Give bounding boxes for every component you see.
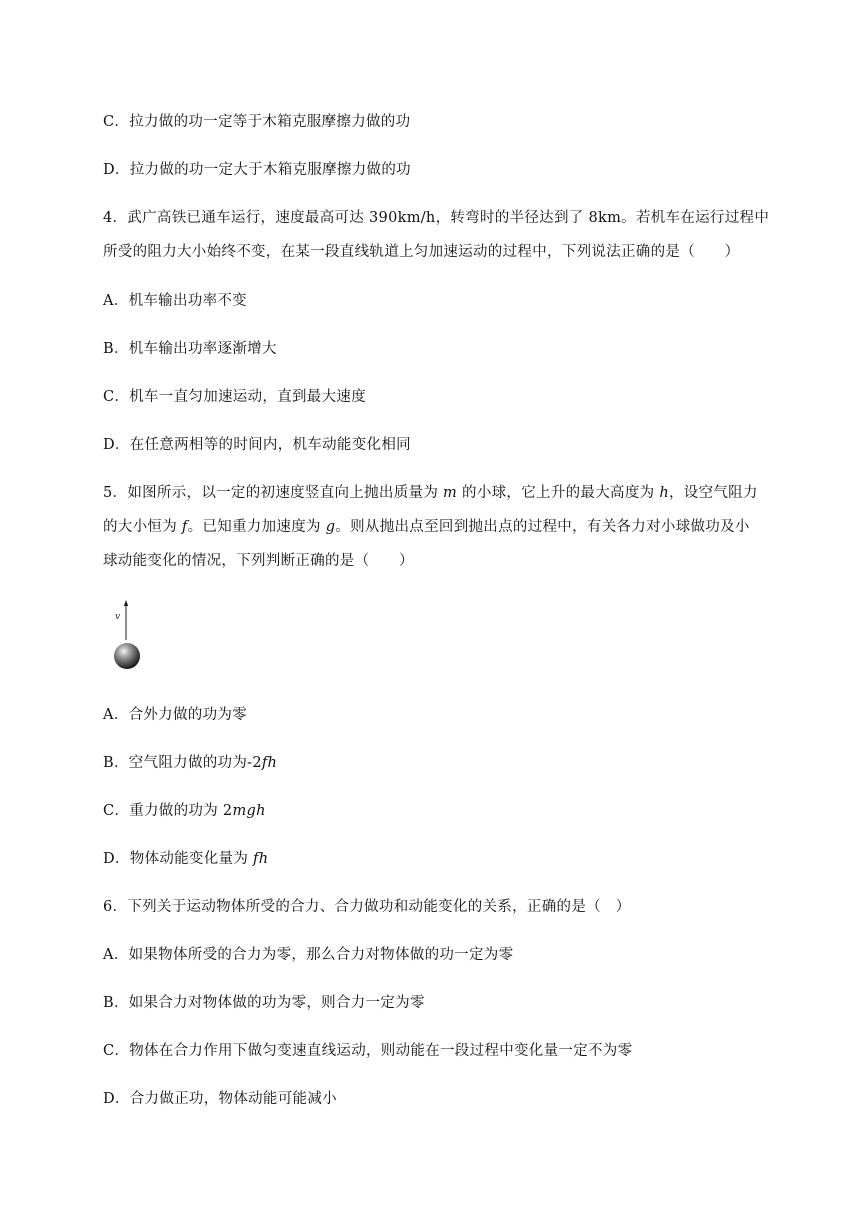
q4-option-a: A．机车输出功率不变: [103, 293, 247, 309]
arrow-head: [124, 600, 128, 606]
var-h: h: [659, 485, 669, 501]
q5-stem-line3: 球动能变化的情况，下列判断正确的是（ ）: [103, 553, 414, 569]
q5-stem-line1: 5．如图所示，以一定的初速度竖直向上抛出质量为 m 的小球，它上升的最大高度为 h，设空气阻力: [103, 485, 758, 501]
q4-stem-line1: 4．武广高铁已通车运行，速度最高可达 390km/h，转弯时的半径达到了 8km。若机车在运行过程中: [103, 210, 770, 226]
q6-option-a: A．如果物体所受的合力为零，那么合力对物体做的功一定为零: [103, 947, 514, 963]
q5-option-b: B．空气阻力做的功为-2fh: [103, 755, 278, 771]
q4-option-b: B．机车输出功率逐渐增大: [103, 341, 277, 357]
q4-stem-line2: 所受的阻力大小始终不变，在某一段直线轨道上匀加速运动的过程中，下列说法正确的是（ ）: [103, 244, 740, 260]
q6-stem: 6．下列关于运动物体所受的合力、合力做功和动能变化的关系，正确的是（ ）: [103, 899, 631, 915]
ball: [114, 643, 140, 669]
ball-figure: [106, 598, 150, 672]
var-m: m: [443, 485, 458, 501]
q3-option-c: C．拉力做的功一定等于木箱克服摩擦力做的功: [103, 114, 411, 130]
q4-option-d: D．在任意两相等的时间内，机车动能变化相同: [103, 437, 411, 453]
q5-stem-line2: 的大小恒为 f。已知重力加速度为 g。则从抛出点至回到抛出点的过程中，有关各力对小球做功及小: [103, 519, 750, 535]
var-g: g: [325, 519, 336, 535]
q6-option-c: C．物体在合力作用下做匀变速直线运动，则动能在一段过程中变化量一定不为零: [103, 1043, 633, 1059]
q6-option-d: D．合力做正功，物体动能可能减小: [103, 1091, 337, 1107]
q3-option-d: D．拉力做的功一定大于木箱克服摩擦力做的功: [103, 162, 411, 178]
q5-option-c: C．重力做的功为 2mgh: [103, 803, 266, 819]
q5-option-a: A．合外力做的功为零: [103, 707, 247, 723]
q5-option-d: D．物体动能变化量为 fh: [103, 851, 269, 867]
q4-option-c: C．机车一直匀加速运动，直到最大速度: [103, 389, 366, 405]
var-f: f: [181, 519, 188, 535]
velocity-label: v: [115, 612, 121, 622]
q6-option-b: B．如果合力对物体做的功为零，则合力一定为零: [103, 995, 425, 1011]
